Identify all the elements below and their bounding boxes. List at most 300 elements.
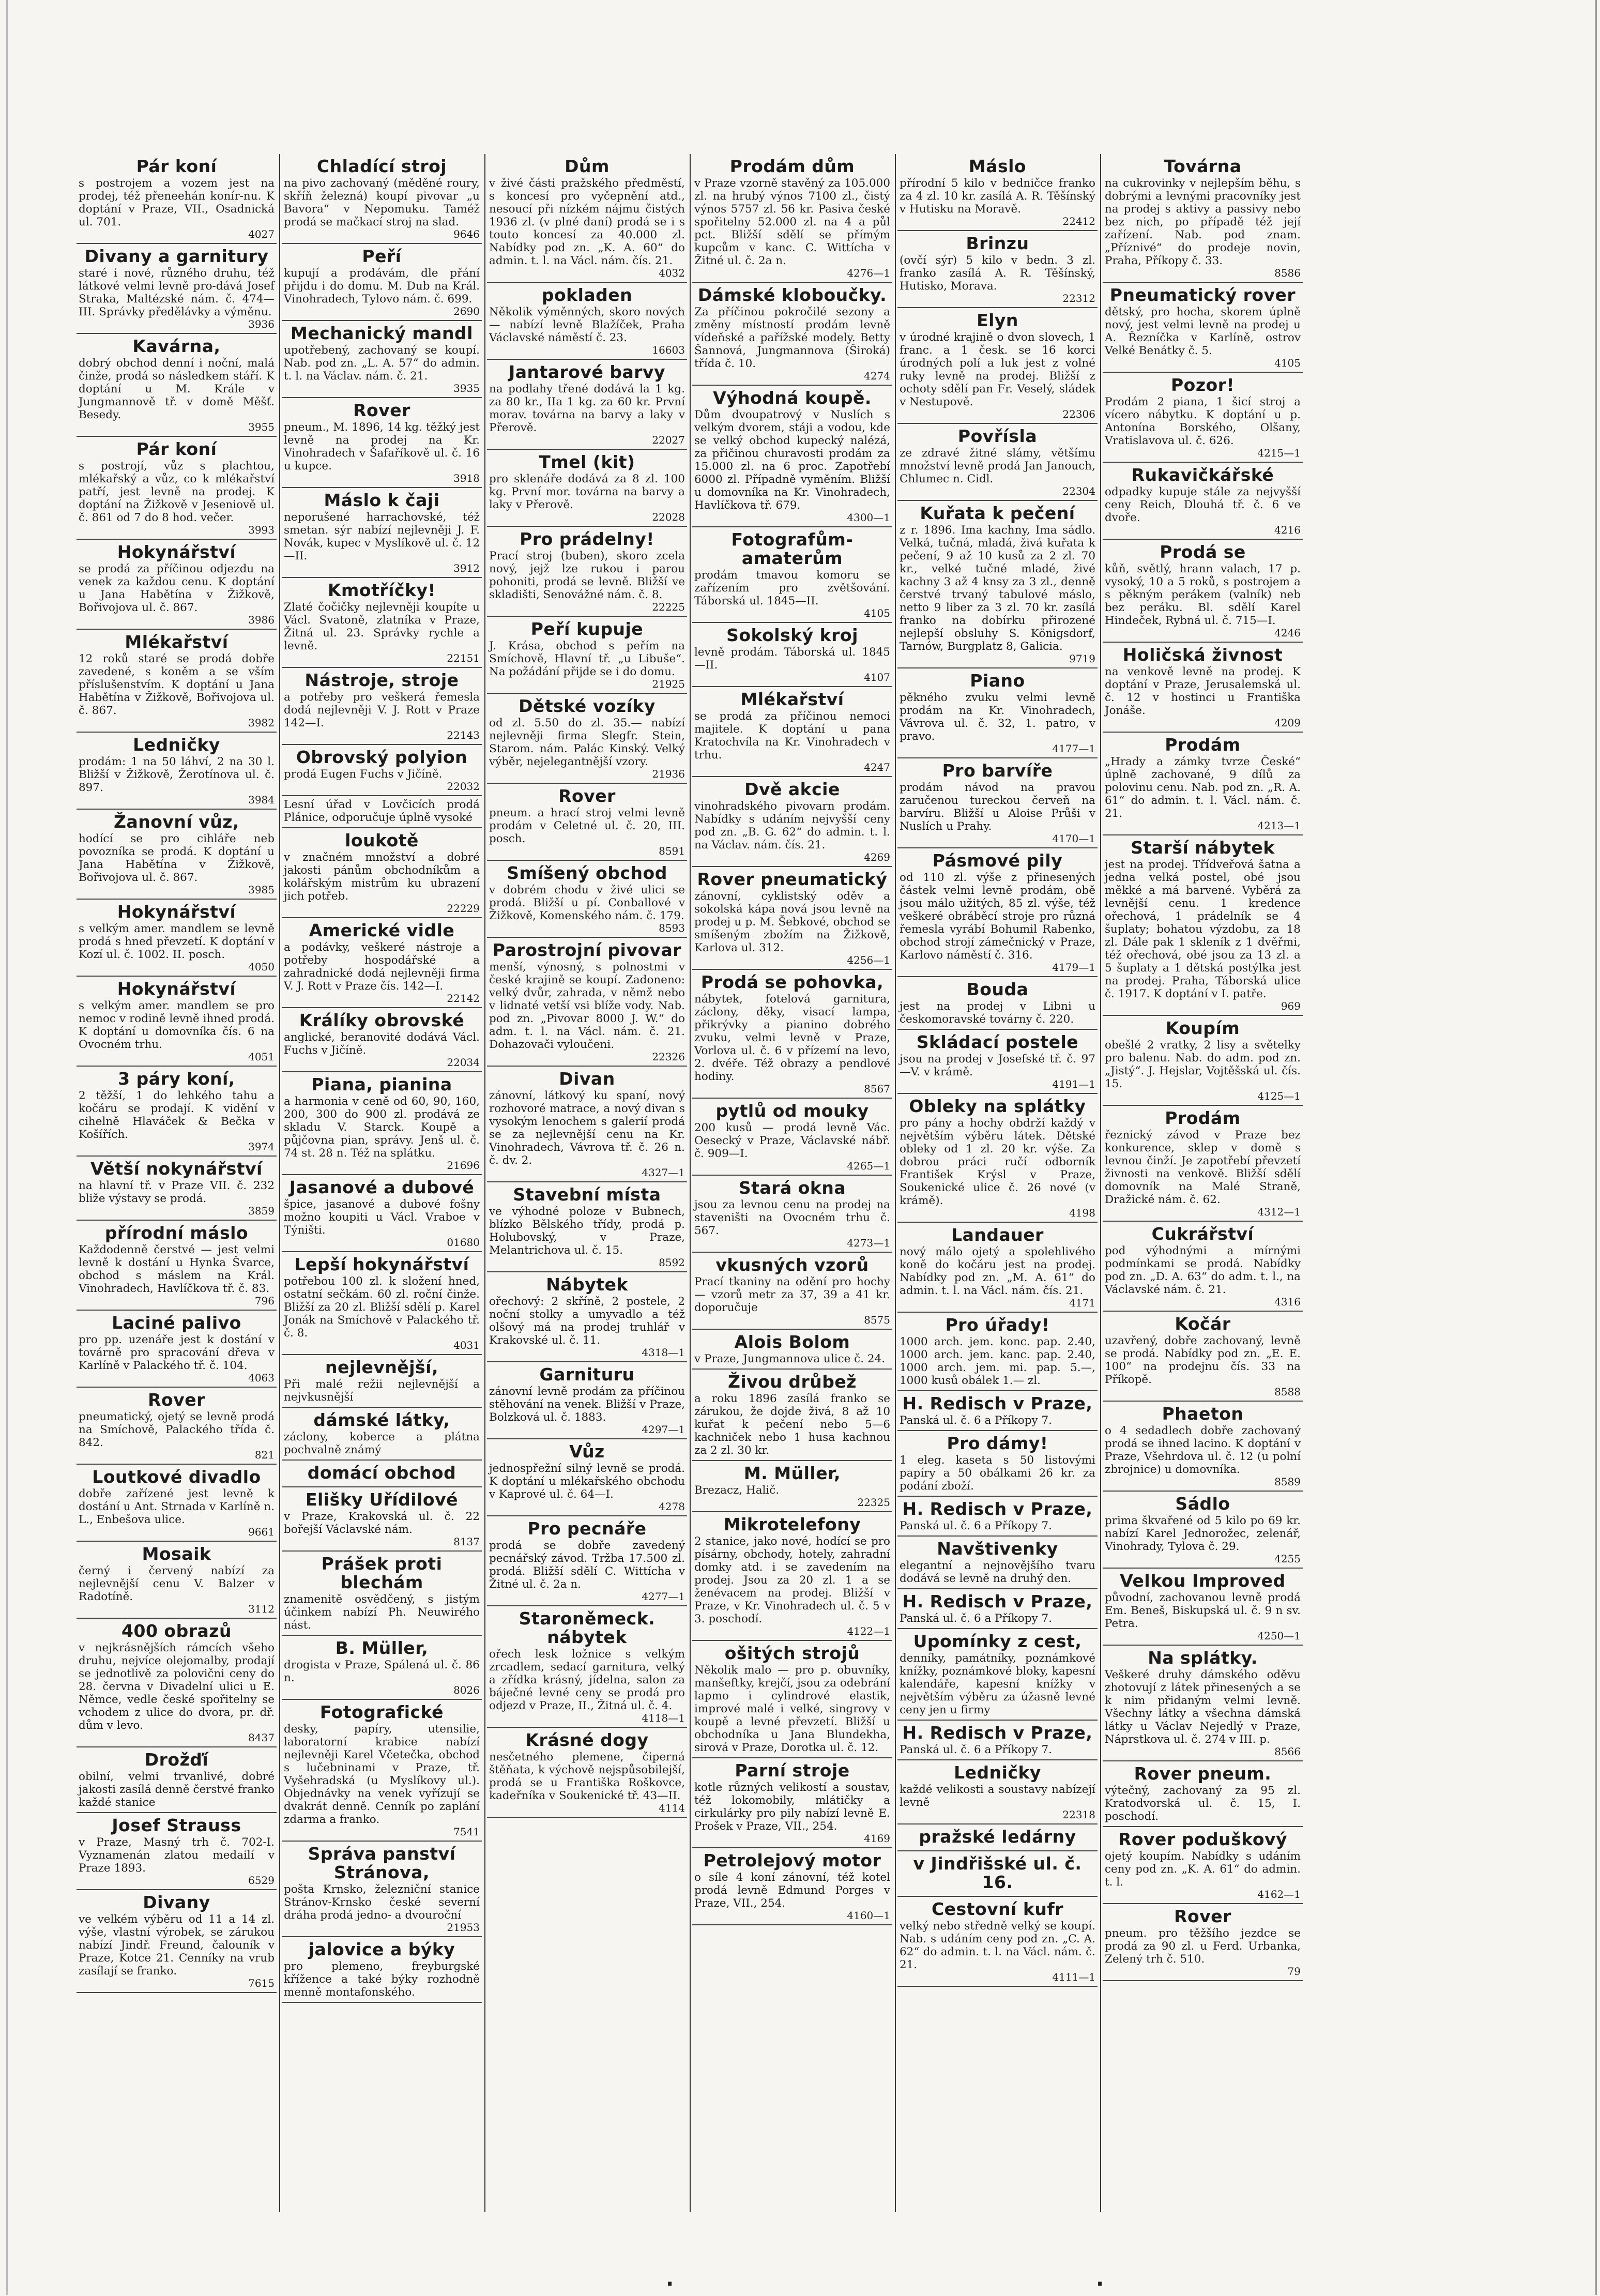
ad-number: 4273—1 xyxy=(847,1237,890,1249)
ad-body: s postrojem a vozem jest na prodej, též přeneehán konír-nu. K doptání v Praze, VII., Osadnická ul. 701. xyxy=(79,177,275,229)
classified-ad xyxy=(282,578,482,668)
ad-body: obešlé 2 vratky, 2 lisy a světelky pro balenu. Nab. do adm. pod zn. „Jistý“. J. Hejslar, Vojtěšská ul. čís. 15. xyxy=(1105,1039,1301,1090)
ad-title: Pro úřady! xyxy=(945,1315,1050,1335)
ad-body: neporušené harrachovské, též smetan. sýr nabízí nejlevněji J. F. Novák, kupec v Myslíkově ul. č. 12—II. xyxy=(284,511,480,562)
ad-title: Tmel (kit) xyxy=(539,452,635,472)
ad-title: Velkou Improved xyxy=(1120,1571,1286,1591)
ad-body: kotle různých velikostí a soustav, též lokomobily, mlátičky a cirkulárky pro pily nabízí levně E. Prošek v Praze, VII., 254. xyxy=(694,1781,890,1833)
ad-number: 4327—1 xyxy=(642,1166,685,1179)
ad-title: Kuřata k pečení xyxy=(920,503,1075,523)
ad-title: Elišky Uřídilové xyxy=(306,1489,458,1510)
classified-ad xyxy=(282,1461,482,1487)
ad-number: 16603 xyxy=(652,344,685,356)
classified-ad xyxy=(1103,1106,1303,1222)
ad-body: a roku 1896 zasílá franko se zárukou, že dojde živá, 8 až 10 kuřat k pečení nebo 5—6 kachniček nebo 1 husa kachnou za 2 zl. 30 kr. xyxy=(694,1392,890,1457)
ad-title: Smíšený obchod xyxy=(507,863,667,883)
ad-body: a harmonia v ceně od 60, 90, 160, 200, 300 do 900 zl. prodává ze skladu V. Starck. Koupě a půjčovna pian, správy. Jenš ul. č. 74 st. 28 n. Též na splátku. xyxy=(284,1095,480,1160)
ad-body: z r. 1896. Ima kachny, Ima sádlo. Velká, tučná, mladá, živá kuřata k pečení, 9 až 10 kusů za 2 zl. 70 kr., velké tučné mladé, živé kachny 3 až 4 knsy za 3 zl., denně čerstvé trvaný tabulové máslo, netto 9 liber za 3 zl. 70 kr. zasílá franko na dobírku přirozené nejlepší obsluhy S. Königsdorf, Tarnów, Burgplatz 8, Galicia. xyxy=(900,524,1095,653)
ad-number: 22151 xyxy=(447,652,480,664)
ad-title: Sádlo xyxy=(1175,1494,1230,1514)
ad-title: Výhodná koupě. xyxy=(713,388,872,408)
ad-body: 1000 arch. jem. konc. pap. 2.40, 1000 arch. jem. kanc. pap. 2.40, 1000 arch. jem. mi. pap. 5.—, 1000 kusů obálek 1.— zl. xyxy=(900,1335,1095,1387)
ad-title: Garnituru xyxy=(539,1364,635,1385)
ad-number: 3986 xyxy=(248,614,275,626)
classified-ad xyxy=(897,308,1098,424)
ad-number: 7541 xyxy=(453,1826,480,1838)
ad-body: Prací tkaniny na odění pro hochy — vzorů metr za 37, 39 a 41 kr. doporučuje xyxy=(694,1275,890,1314)
ad-title: Na splátky. xyxy=(1148,1648,1258,1668)
ad-number: 4213—1 xyxy=(1257,819,1301,832)
ad-title: Dvě akcie xyxy=(744,779,840,799)
ad-body: v dobrém chodu v živé ulici se prodá. Bližší u pí. Conballové v Žižkově, Komenského nám. č. 179. xyxy=(489,884,685,922)
ad-number: 4171 xyxy=(1069,1297,1095,1309)
ad-body: anglické, beranovité dodává Václ. Fuchs v Jičíně. xyxy=(284,1031,480,1057)
column-rule xyxy=(690,154,691,2212)
ad-body: Brezacz, Halič. xyxy=(694,1484,780,1497)
classified-ad xyxy=(897,848,1098,977)
ad-title: Bouda xyxy=(966,979,1029,999)
ad-body: Několik malo — pro p. obuvníky, manšeftky, krejčí, jsou za odebrání lapmo i cylindrové elastik, imprové malé i velké, singrovy v koupě a levné převzetí. Bližší u obchodníka u Jana Blundekha, sirová v Praze, Dorotka ul. č. 12. xyxy=(694,1664,890,1754)
ad-title: Fotografům-amaterům xyxy=(731,529,854,568)
ad-body: od zl. 5.50 do zl. 35.— nabízí nejlevněji firma Slegfr. Stein, Starom. nám. Palác Kinský. Velký výběr, nejelegantnější vzory. xyxy=(489,717,685,768)
ad-body: jednospřežní silný levně se prodá. K doptání u mlékařského obchodu v Kaprové ul. č. 64—I. xyxy=(489,1462,685,1501)
ad-number: 21925 xyxy=(652,678,685,690)
ad-body: jest na prodej. Třídveřová šatna a jedna velká postel, obé jsou měkké a má barvené. Vyběrá za levnější cenu. 1 kredence ořechová, 1 prádelník se 4 šuplaty; bohatou výzdobu, za 18 zl. Dále pak 1 skleník z 1 dvěřmi, též ořechová, obé jsou za 13 zl. a 5 šuplaty a 1 dětská postýlka jest na prodej. Praha, Táborská ulice č. 1917. K doptání v I. patře. xyxy=(1105,858,1301,1000)
column-rule xyxy=(279,154,280,2212)
ad-number: 4256—1 xyxy=(847,954,890,966)
ad-title: Holičská živnost xyxy=(1122,645,1283,665)
ad-body: Každodenně čerstvé — jest velmi levně k dostání u Hynka Švarce, obchod s máslem na Král. Vinohradech, Havlíčkova tř. č. 83. xyxy=(79,1243,275,1295)
ad-number: 4169 xyxy=(864,1832,890,1845)
ad-number: 8589 xyxy=(1274,1476,1301,1488)
ad-body: „Hrady a zámky tvrze České“ úplně zachované, 9 dílů za polovinu cenu. Nab. pod zn. „R. A. 61“ do admin. t. l. Václ. nám. č. 21. xyxy=(1105,755,1301,820)
ad-number: 4269 xyxy=(864,851,890,863)
ad-body: v Praze, Masný trh č. 702-I. Vyznamenán zlatou medailí v Praze 1893. xyxy=(79,1836,275,1875)
ad-title: pražské ledárny xyxy=(919,1827,1076,1847)
ad-body: drogista v Praze, Spálená ul. č. 86 n. xyxy=(284,1659,480,1684)
ad-number: 22326 xyxy=(652,1051,685,1063)
ad-body: kůň, světlý, hrann valach, 17 p. vysoký, 10 a 5 roků, s postrojem a s pěkným perákem (valník) neb bez peráku. Bl. sdělí Karel Hindeček, Rybná ul. č. 715—I. xyxy=(1105,562,1301,627)
ad-title: Povřísla xyxy=(957,426,1038,446)
classified-ad xyxy=(77,244,277,334)
classified-ad xyxy=(897,1313,1098,1391)
classified-ad xyxy=(897,668,1098,758)
classified-ad xyxy=(487,154,687,283)
ad-title: Prodá se xyxy=(1160,542,1246,562)
ad-body: J. Krása, obchod s peřím na Smíchově, Hlavní tř. „u Libuše“. Na požádání přijde se i do domu. xyxy=(489,640,685,678)
ad-body: zánovní, látkový ku spaní, nový rozhovoré matrace, a nový divan s vysokým lenochem s galerií prodá se za nejlevnější cenu na Kr. Vinohradech, Vávrova tř. č. 26 n. č. dv. 2. xyxy=(489,1089,685,1167)
ad-title: Elyn xyxy=(977,310,1018,330)
ad-title: Pásmové pily xyxy=(932,850,1063,871)
classified-ad xyxy=(692,1253,892,1330)
classified-ad xyxy=(282,154,482,244)
ad-title: Landauer xyxy=(951,1225,1044,1245)
ad-title: Mosaik xyxy=(142,1544,211,1564)
ad-number: 4318—1 xyxy=(642,1346,685,1359)
ad-title: Máslo xyxy=(968,156,1027,176)
ad-title: Krásné dogy xyxy=(525,1730,649,1750)
ad-number: 4170—1 xyxy=(1052,832,1095,845)
classified-ad xyxy=(692,687,892,777)
ad-body: s velkým amer. mandlem se pro nemoc v rodině levně ihned prodá. K doptání u domovníka čís. 6 na Ovocném trhu. xyxy=(79,999,275,1051)
classified-ad xyxy=(77,334,277,437)
ad-number: 4246 xyxy=(1274,627,1301,639)
ad-number: 4198 xyxy=(1069,1207,1095,1219)
classified-ad xyxy=(692,1370,892,1461)
ad-title: Peří kupuje xyxy=(530,619,644,639)
ad-body: záclony, koberce a plátna pochvalně známý xyxy=(284,1431,480,1456)
ad-number: 4255 xyxy=(1274,1553,1301,1565)
classified-ad xyxy=(77,1813,277,1890)
ad-number: 3974 xyxy=(248,1141,275,1153)
classified-ad xyxy=(1103,373,1303,463)
ad-title: Pár koní xyxy=(136,156,217,176)
ad-body: Panská ul. č. 6 a Příkopy 7. xyxy=(900,1519,1052,1532)
ad-title: Koupím xyxy=(1165,1018,1240,1038)
ad-body: se prodá za příčinou odjezdu na venek za každou cenu. K doptání u Jana Habětína v Žižkově, Bořivojova ul. č. 867. xyxy=(79,562,275,614)
ad-title: Větší nokynářství xyxy=(90,1159,263,1179)
ad-number: 4297—1 xyxy=(642,1423,685,1436)
ad-title: Máslo k čaji xyxy=(324,490,440,510)
ad-body: pošta Krnsko, železniční stanice Stránov-Krnsko české severní dráha prodá jedno- a dvouroční xyxy=(284,1883,480,1922)
ad-number: 4050 xyxy=(248,961,275,973)
ad-title: Dětské vozíky xyxy=(519,696,656,716)
ad-number: 8567 xyxy=(864,1083,890,1095)
ad-title: Kočár xyxy=(1175,1314,1231,1334)
ad-title: Prášek proti blechám xyxy=(321,1554,443,1592)
ad-number: 7615 xyxy=(248,1977,275,1989)
ad-number: 4316 xyxy=(1274,1296,1301,1308)
classified-ad xyxy=(282,1408,482,1461)
classified-ad xyxy=(897,1030,1098,1094)
ad-number: 22412 xyxy=(1062,215,1095,227)
ad-body: Zlaté čočičky nejlevněji koupíte u Václ. Svatoně, zlatníka v Praze, Žitná ul. 23. Správky rychle a levně. xyxy=(284,601,480,652)
classified-ad xyxy=(487,1067,687,1182)
classified-ad xyxy=(77,1619,277,1747)
ad-title: Prodám xyxy=(1165,1108,1241,1128)
classified-ad xyxy=(487,1439,687,1516)
column-rule xyxy=(484,154,485,2212)
classified-ad xyxy=(692,154,892,283)
ad-title: Peří xyxy=(362,246,402,266)
classified-ad xyxy=(77,154,277,244)
ad-title: pokladen xyxy=(541,285,633,305)
ad-title: Stará okna xyxy=(738,1178,846,1198)
classified-ad xyxy=(692,1512,892,1641)
ad-body: desky, papíry, utensilie, laboratorní krabice nabízí nejlevněji Karel Včetečka, obchod s lučebninami v Praze, tř. Vyšehradská (u Myslíkovy ul.). Objednávky na venek vyřízují se dvakrát denně. Cenník po zaplání zdarma a franko. xyxy=(284,1723,480,1826)
ad-body: ve výhodné poloze v Bubnech, blízko Bělského třídy, prodá p. Holubovský, v Praze, Melantrichova ul. č. 15. xyxy=(489,1205,685,1257)
ad-title: Pozor! xyxy=(1170,375,1235,395)
ad-number: 8566 xyxy=(1274,1745,1301,1758)
classified-ad xyxy=(282,1487,482,1552)
column-6 xyxy=(1103,154,1303,2217)
ad-title: Mlékařství xyxy=(125,632,228,652)
ad-body: na cukrovinky v nejlepším běhu, s dobrými a levnými pracovníky jest na prodej s aktivy a passivy nebo bez nich, po případě též její zařízení. Nab. pod znam. „Příznivé“ do prodeje novin, Praha, Příkopy č. 33. xyxy=(1105,177,1301,267)
classified-ad xyxy=(282,1355,482,1408)
classified-ad xyxy=(282,918,482,1008)
classified-ad xyxy=(1103,1222,1303,1312)
ad-number: 3982 xyxy=(248,717,275,729)
ad-title: Stavební místa xyxy=(513,1184,661,1205)
classified-ad xyxy=(487,527,687,617)
ad-body: pro pány a hochy obdrží každý v největším výběru látek. Dětské obleky od 1 zl. 20 kr. výše. Za dobrou práci ručí odborník František Krýsl v Praze, Soukenické ulice č. 26 nové (v krámě). xyxy=(900,1117,1095,1207)
ad-number: 8593 xyxy=(659,922,685,934)
ad-title: Josef Strauss xyxy=(112,1815,241,1835)
ad-body: 2 těžší, 1 do lehkého tahu a kočáru se prodají. K vidění v cihelně Hlaváček & Bečka v Košířích. xyxy=(79,1089,275,1141)
ad-title: H. Redisch v Praze, xyxy=(902,1499,1093,1519)
ad-body: Při malé režii nejlevnější a nejvkusnější xyxy=(284,1378,480,1404)
ad-body: v Praze, Jungmannova ulice č. 24. xyxy=(694,1352,886,1365)
ad-title: Prodá se pohovka, xyxy=(700,972,884,992)
classified-ad xyxy=(487,1728,687,1818)
classified-ad xyxy=(897,1629,1098,1721)
ad-number: 2690 xyxy=(453,305,480,317)
classified-ad xyxy=(1103,733,1303,835)
ad-body: vinohradského pivovarn prodám. Nabídky s udáním nejvyšší ceny pod zn. „B. G. 62“ do admin. t. l. na Václav. nám. čís. 21. xyxy=(694,800,890,852)
ad-title: Rover poduškový xyxy=(1118,1829,1288,1849)
ad-body: 1 eleg. kaseta s 50 listovými papíry a 50 obálkami 26 kr. za podání zboží. xyxy=(900,1454,1095,1493)
ad-number: 4300—1 xyxy=(847,511,890,524)
ad-title: Pro prádelny! xyxy=(520,529,654,549)
ad-body: obilní, velmi trvanlivé, dobré jakosti zasílá denně čerstvé franko každé stanice xyxy=(79,1770,275,1809)
ad-body: přírodní 5 kilo v bedničce franko za 4 zl. 10 kr. zasílá A. R. Těšínský v Hutisku na Moravě. xyxy=(900,177,1095,216)
ad-title: Ledničky xyxy=(954,1762,1041,1783)
classified-ad xyxy=(77,630,277,733)
classified-ad xyxy=(1103,643,1303,733)
ad-number: 6529 xyxy=(248,1874,275,1887)
classified-ad xyxy=(897,231,1098,308)
ad-title: Phaeton xyxy=(1162,1404,1244,1424)
classified-ad xyxy=(282,796,482,828)
ad-title: Rover pneumatický xyxy=(697,869,888,889)
ad-body: od 110 zl. výše z přinesených částek velmi levně prodám, obě jsou málo užitých, 85 zl. výše, též veškeré obráběcí stroje pro různá řemesla vyrábí Bohumil Rabenko, obchod strojí zámečnický v Praze, Karlovo náměstí č. 316. xyxy=(900,871,1095,962)
ad-title: Hokynářství xyxy=(117,979,236,999)
ad-title: Sokolský kroj xyxy=(726,625,858,645)
classified-ad xyxy=(692,1758,892,1848)
ad-number: 3859 xyxy=(248,1205,275,1217)
ad-body: hodící se pro cihláře neb povozníka se prodá. K doptání u Jana Habětína v Žižkově, Bořivojova ul. č. 867. xyxy=(79,832,275,884)
ad-title: nejlevnější, xyxy=(325,1357,439,1377)
ad-body: Panská ul. č. 6 a Příkopy 7. xyxy=(900,1414,1052,1427)
classified-ad xyxy=(897,1497,1098,1537)
ad-body: nábytek, fotelová garnitura, záclony, děky, visací lampa, přikrývky a pianino dobrého zvuku, velmi levně v Praze, Vorlova ul. č. 6 v přízemí na levo, 2. dvéře. Též obrazy a pendlové hodiny. xyxy=(694,993,890,1083)
classified-ad xyxy=(487,938,687,1067)
ad-title: Rover xyxy=(558,786,616,806)
ad-title: Laciné palivo xyxy=(112,1313,241,1333)
ad-number: 3955 xyxy=(248,421,275,433)
ad-body: prodá se dobře zavedený pecnářský závod. Tržba 17.500 zl. prodá. Bližší sdělí C. Wittícha v Žitné ul. č. 2a n. xyxy=(489,1539,685,1591)
classified-ad xyxy=(282,1700,482,1842)
classified-ad xyxy=(77,1311,277,1388)
ad-title: Piana, pianina xyxy=(311,1074,452,1094)
classified-ad xyxy=(487,1606,687,1728)
ad-title: Chladící stroj xyxy=(316,156,447,176)
ad-body: Prací stroj (buben), skoro zcela nový, jejž lze rukou i parou pohoniti, prodá se levně. Bližší ve skladišti, Senovážné nám. č. 8. xyxy=(489,550,685,601)
classified-ad xyxy=(282,1636,482,1700)
ad-body: na podlahy třené dodává la 1 kg. za 80 kr., IIa 1 kg. za 60 kr. První morav. továrna na barvy a laky v Přerově. xyxy=(489,383,685,434)
classified-ad xyxy=(897,1589,1098,1629)
ad-body: pod výhodnými a mírnými podmínkami se prodá. Nabídky pod zn. „D. A. 63“ do adm. t. l., na Václavské nám. č. 21. xyxy=(1105,1244,1301,1296)
ad-body: v Praze, Krakovská ul. č. 22 bořejší Václavské nám. xyxy=(284,1510,480,1536)
ad-number: 4105 xyxy=(1274,357,1301,369)
ad-title: Upomínky z cest, xyxy=(913,1631,1082,1651)
ad-number: 969 xyxy=(1281,1000,1301,1012)
ad-body: se prodá za příčinou nemoci majitele. K doptání u pana Kratochvíla na Kr. Vinohradech v trhu. xyxy=(694,710,890,762)
ad-title: pytlů od mouky xyxy=(715,1101,869,1121)
ad-number: 3984 xyxy=(248,794,275,806)
ad-body: v Praze vzorně stavěný za 105.000 zl. na hrubý výnos 7100 zl., čistý výnos 5757 zl. 56 kr. Pasiva české spořitelny 52.000 zl. na 4 a půl pct. Bližší sdělí se přímým kupcům v kanc. C. Wittícha v Žitné ul. č. 2a n. xyxy=(694,177,890,267)
classified-ad xyxy=(77,1542,277,1619)
classified-ad xyxy=(692,1330,892,1370)
ad-number: 79 xyxy=(1287,1965,1301,1978)
ad-body: v značném množství a dobré jakosti pánům obchodníkům a kolářským mistrům ku ubrazení jich potřeb. xyxy=(284,851,480,903)
ad-number: 4216 xyxy=(1274,524,1301,536)
classified-ad xyxy=(282,828,482,918)
classified-ad xyxy=(897,424,1098,501)
classified-ad xyxy=(77,733,277,810)
ad-body: na hlavní tř. v Praze VII. č. 232 bliže výstavy se prodá. xyxy=(79,1179,275,1205)
ad-body: upotřebený, zachovaný se koupí. Nab. pod zn. „L. A. 57“ do admin. t. l. na Václav. nám. č. 21. xyxy=(284,344,480,383)
ad-number: 4162—1 xyxy=(1257,1888,1301,1900)
ad-title: Ledničky xyxy=(133,735,220,755)
ad-body: kupují a prodávám, dle přání přijdu i do domu. M. Dub na Král. Vinohradech, Tylovo nám. č. 699. xyxy=(284,267,480,306)
ad-number: 01680 xyxy=(447,1236,480,1249)
ad-body: Dům dvoupatrový v Nuslích s velkým dvorem, stáji a vodou, kde se velký obchod kupecký nalézá, za přičinou churavosti prodám za 15.000 zl. na 6 proc. Zapotřebí 6000 zl. Případně vyměním. Bližší u domovníka na Kr. Vinohradech, Havlíčkova tř. 679. xyxy=(694,408,890,512)
column-3 xyxy=(487,154,687,2217)
ad-body: nesčetného plemene, čiperná štěňata, k výchově nejspůsobilejší, prodá se u Františka Roškovce, kadeřníka v Soukenické tř. 43—II. xyxy=(489,1751,685,1802)
ad-body: černý i červený nabízí za nejlevnější cenu V. Balzer v Radotíně. xyxy=(79,1564,275,1603)
ad-title: domácí obchod xyxy=(307,1463,456,1483)
classified-ad xyxy=(1103,1402,1303,1492)
ad-title: Rover xyxy=(1174,1906,1231,1926)
ad-title: Žanovní vůz, xyxy=(114,812,239,832)
classified-ad xyxy=(487,360,687,450)
ad-number: 4122—1 xyxy=(847,1625,890,1637)
ad-number: 4191—1 xyxy=(1052,1078,1095,1090)
ad-number: 4209 xyxy=(1274,717,1301,729)
classified-ad xyxy=(487,1516,687,1606)
ad-number: 4247 xyxy=(864,761,890,773)
ad-title: Navštivenky xyxy=(937,1539,1058,1559)
ad-number: 4105 xyxy=(864,607,890,619)
ad-body: pro sklenáře dodává za 8 zl. 100 kg. První mor. továrna na barvy a laky v Přerově. xyxy=(489,473,685,511)
ad-number: 4274 xyxy=(864,370,890,382)
ad-title: Dámské kloboučky. xyxy=(697,285,887,305)
ad-body: o síle 4 koní zánovní, též kotel prodá levně Edmund Porges v Praze, VII., 254. xyxy=(694,1871,890,1910)
classified-ad xyxy=(77,900,277,977)
classified-ad xyxy=(692,867,892,970)
ad-title: 3 páry koní, xyxy=(118,1069,235,1089)
classified-ad xyxy=(282,668,482,745)
ad-number: 21936 xyxy=(652,768,685,780)
ad-title: Parostrojní pivovar xyxy=(492,940,682,960)
classified-ad xyxy=(487,1182,687,1272)
ad-body: nový málo ojetý a spolehlivého koně do kočáru jest na prodej. Nabídky pod zn. „M. A. 61“ do admin. t. l. na Václ. nám. čís. 21. xyxy=(900,1245,1095,1297)
ad-body: a potřeby pro veškerá řemesla dodá nejlevněji V. J. Rott v Praze 142—I. xyxy=(284,691,480,729)
ad-number: 3112 xyxy=(248,1603,275,1615)
ad-title: Petrolejový motor xyxy=(703,1850,881,1871)
ad-title: Rukavičkářské xyxy=(1131,465,1274,485)
ad-title: Kmotříčky! xyxy=(327,580,436,600)
ad-body: v živé části pražského předměstí, s koncesí pro vyčepnění atd., nesoucí při nízkém nájmu čistých 1936 zl. (v plné daní) prodá se i s touto koncesí za 40.000 zl. Nabídky pod zn. „K. A. 60“ do admin. t. l. na Václ. nám. čís. 21. xyxy=(489,177,685,267)
ad-body: (ovčí sýr) 5 kilo v bedn. 3 zl. franko zasílá A. R. Těšínský, Hutisko, Morava. xyxy=(900,254,1095,293)
ad-body: Lesní úřad v Lovčicích prodá Plánice, odporučuje úplně vysoké xyxy=(284,798,480,824)
ad-number: 4027 xyxy=(248,228,275,240)
column-rule xyxy=(895,154,896,2212)
ad-title: H. Redisch v Praze, xyxy=(902,1723,1093,1743)
classified-ad xyxy=(487,861,687,938)
ad-title: Starší nábytek xyxy=(1131,838,1275,858)
ad-body: odpadky kupuje stále za nejvyšší ceny Reich, Dlouhá tř. č. 6 ve dvoře. xyxy=(1105,485,1301,524)
classified-ad xyxy=(77,1388,277,1465)
column-rule xyxy=(1100,154,1101,2212)
ad-body: v nejkrásnějších rámcích všeho druhu, nejvíce olejomalby, prodají se jednotlivě za polovični ceny do 28. června v Divadelní ulici u E. Němce, vedle české spořitelny se vchodem z ulice do dvora, pr. dř. dům v levo. xyxy=(79,1641,275,1732)
ad-title: loukotě xyxy=(345,830,419,850)
ad-body: s postrojí, vůz s plachtou, mlékařský a vůz, co k mlékařství patří, jest levně na prodej. K doptání na Žižkově v Jeseniově ul. č. 861 od 7 do 8 hod. večer. xyxy=(79,460,275,524)
ad-number: 4111—1 xyxy=(1052,1971,1095,1983)
classified-ad xyxy=(487,283,687,360)
ad-number: 3912 xyxy=(453,562,480,574)
classified-ad xyxy=(282,1175,482,1252)
classified-ad xyxy=(282,745,482,796)
ad-body: znamenitě osvědčený, s jistým účinkem nabízí Ph. Neuwirého nást. xyxy=(284,1593,480,1632)
ad-body: Veškeré druhy dámského oděvu zhotovují z látek přinesených a se k nim přidaným velmi levně. Všechny látky a všechna dámská látky u Václav Nejedlý v Praze, Náprstkova ul. č. 274 v III. p. xyxy=(1105,1668,1301,1746)
ad-number: 4215—1 xyxy=(1257,447,1301,459)
classified-ad xyxy=(692,1848,892,1925)
ad-body: pěkného zvuku velmi levně prodám na Kr. Vinohradech, Vávrova ul. č. 32, 1. patro, v pravo. xyxy=(900,691,1095,743)
classified-ad xyxy=(1103,283,1303,373)
ad-body: jest na prodej v Libni u českomoravské továrny č. 220. xyxy=(900,1000,1095,1026)
ad-number: 3936 xyxy=(248,318,275,330)
ad-number: 21953 xyxy=(447,1921,480,1934)
ad-title: Fotografické xyxy=(319,1702,444,1722)
classified-ad xyxy=(692,970,892,1099)
ad-body: 12 roků staré se prodá dobře zavedené, s koněm a se vším příslušenstvím. K doptání u Jana Habětína v Žižkově, Bořivojova ul. č. 867. xyxy=(79,652,275,717)
ad-title: Nábytek xyxy=(546,1274,628,1295)
classified-ad xyxy=(1103,1492,1303,1569)
ad-title: Mikrotelefony xyxy=(723,1514,861,1534)
ad-title: Králíky obrovské xyxy=(299,1010,465,1030)
classified-ad xyxy=(897,1824,1098,1851)
ad-body: uzavřený, dobře zachovaný, levně se prodá. Nabídky pod zn. „E. E. 100“ na prodejnu čís. 33 na Příkopě. xyxy=(1105,1334,1301,1386)
ad-title: Cukrářství xyxy=(1151,1224,1254,1244)
ad-title: Staroněmeck. nábytek xyxy=(519,1608,656,1647)
classified-ad xyxy=(897,1431,1098,1497)
classified-ad xyxy=(1103,835,1303,1016)
ad-title: Továrna xyxy=(1164,156,1242,176)
ad-number: 22304 xyxy=(1062,485,1095,497)
ad-body: 2 stanice, jako nové, hodící se pro písárny, obchody, hotely, zahradní domky atd. i se zavedením na prodej. Jsou za 20 zl. 1 a se ženévacem na prodej. Bližší v Praze, v Kr. Vinohradech ul. č. 5 v 3. poschodí. xyxy=(694,1535,890,1625)
classified-ad xyxy=(77,1890,277,1993)
ad-number: 4125—1 xyxy=(1257,1090,1301,1102)
ad-title: Kavárna, xyxy=(132,336,221,356)
ad-number: 4277—1 xyxy=(642,1590,685,1603)
classified-ad xyxy=(897,1537,1098,1589)
classified-ad xyxy=(77,1747,277,1813)
ad-number: 9661 xyxy=(248,1526,275,1538)
classified-ad xyxy=(1103,1569,1303,1646)
classified-ad xyxy=(282,488,482,578)
classified-ad xyxy=(1103,1646,1303,1761)
ad-title: H. Redisch v Praze, xyxy=(902,1393,1093,1413)
ad-body: a podávky, veškeré nástroje a potřeby hospodářské a zahradnické dodá nejlevněji firma V. J. Rott v Praze čís. 142—I. xyxy=(284,941,480,993)
ad-number: 4276—1 xyxy=(847,267,890,279)
classified-ad xyxy=(897,1391,1098,1431)
classified-ad xyxy=(77,1465,277,1542)
classified-ad xyxy=(897,1223,1098,1313)
ad-title: Divany xyxy=(143,1892,210,1912)
ad-body: řeznický závod v Praze bez konkurence, sklep v domě s levnou činží. Je zapotřebí převzetí živnosti na venkově. Bližší sdělí domovník na Malé Straně, Dražické nám. č. 62. xyxy=(1105,1129,1301,1206)
